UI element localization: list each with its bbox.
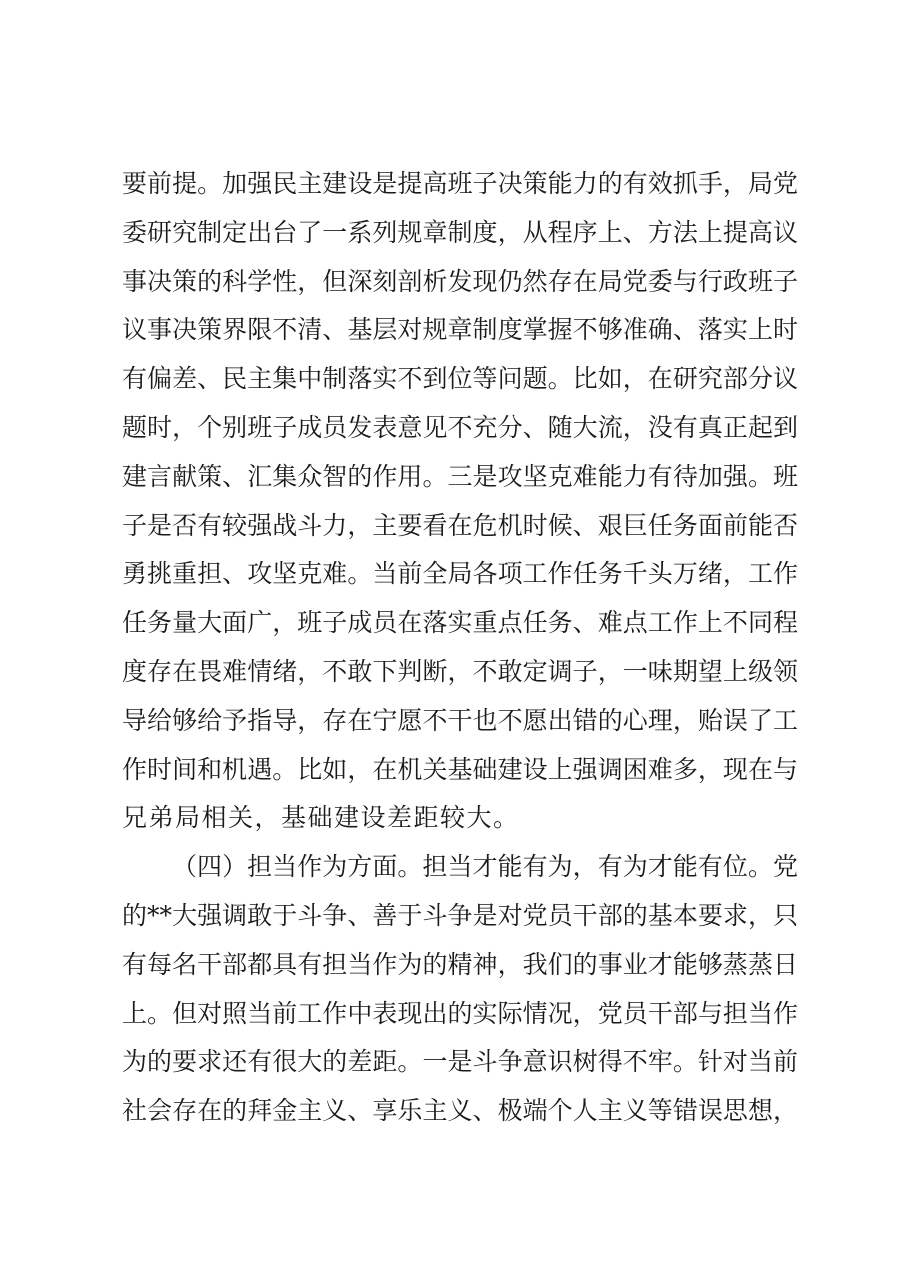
text-line: 社会存在的拜金主义、享乐主义、极端个人主义等错误思想， — [122, 1096, 798, 1126]
section-heading-line: （四）担当作为方面。担当才能有为，有为才能有位。党 — [172, 852, 798, 882]
text-line: 议事决策界限不清、基层对规章制度掌握不够准确、落实上时 — [122, 315, 798, 345]
text-line: 有偏差、民主集中制落实不到位等问题。比如，在研究部分议 — [122, 364, 798, 394]
text-line: 导给够给予指导，存在宁愿不干也不愿出错的心理，贻误了工 — [122, 705, 798, 735]
text-line: 委研究制定出台了一系列规章制度，从程序上、方法上提高议 — [122, 217, 798, 247]
text-line: 的**大强调敢于斗争、善于斗争是对党员干部的基本要求，只 — [122, 900, 798, 930]
text-line: 作时间和机遇。比如，在机关基础建设上强调困难多，现在与 — [122, 754, 798, 784]
text-line: 事决策的科学性，但深刻剖析发现仍然存在局党委与行政班子 — [122, 266, 798, 296]
text-line: 勇挑重担、攻坚克难。当前全局各项工作任务千头万绪，工作 — [122, 559, 798, 589]
text-line: 子是否有较强战斗力，主要看在危机时候、艰巨任务面前能否 — [122, 510, 798, 540]
text-line: 题时，个别班子成员发表意见不充分、随大流，没有真正起到 — [122, 412, 798, 442]
text-line: 度存在畏难情绪，不敢下判断，不敢定调子，一味期望上级领 — [122, 656, 798, 686]
body-text — [122, 160, 798, 1136]
paragraph-end-line: 兄弟局相关，基础建设差距较大。 — [122, 803, 520, 833]
text-line: 建言献策、汇集众智的作用。三是攻坚克难能力有待加强。班 — [122, 461, 798, 491]
text-line: 任务量大面广，班子成员在落实重点任务、难点工作上不同程 — [122, 608, 798, 638]
text-line: 有每名干部都具有担当作为的精神，我们的事业才能够蒸蒸日 — [122, 949, 798, 979]
text-line: 为的要求还有很大的差距。一是斗争意识树得不牢。针对当前 — [122, 1047, 798, 1077]
text-line: 要前提。加强民主建设是提高班子决策能力的有效抓手，局党 — [122, 169, 798, 198]
text-line: 上。但对照当前工作中表现出的实际情况，党员干部与担当作 — [122, 998, 798, 1028]
